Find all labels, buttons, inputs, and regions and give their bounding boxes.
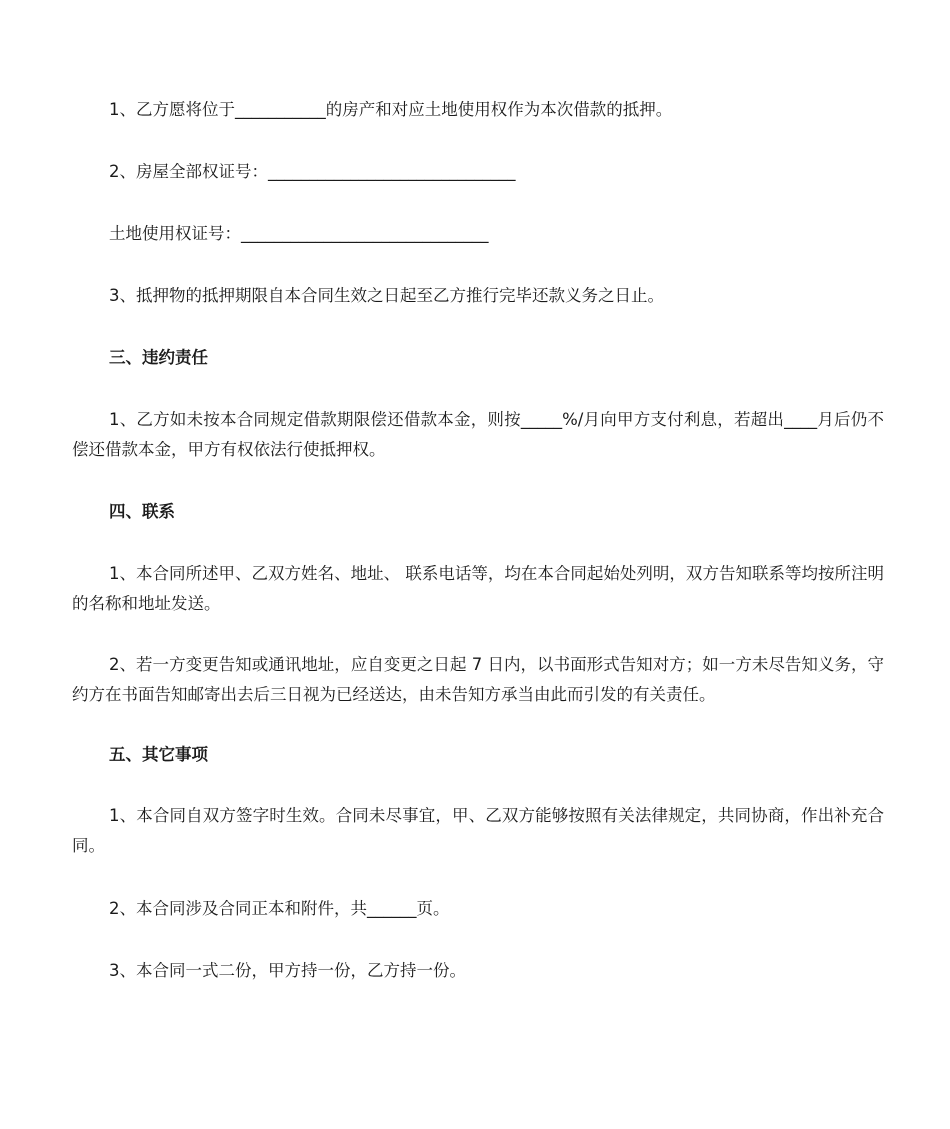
clause-house-certificate: 2、房屋全部权证号：______________________________ bbox=[109, 162, 516, 181]
clause-address-change: 2、若一方变更告知或通讯地址，应自变更之日起 7 日内，以书面形式告知对方；如一方未尽告知义务，守约方在书面告知邮寄出去后三日视为已经送达，由未告知方承当由此而引发的有关责任。 bbox=[72, 655, 884, 704]
clause-breach-interest: 1、乙方如未按本合同规定借款期限偿还借款本金，则按_____%/月向甲方支付利息，若超出____月后仍不偿还借款本金，甲方有权依法行使抵押权。 bbox=[72, 410, 884, 459]
clause-land-certificate: 土地使用权证号：______________________________ bbox=[109, 224, 489, 243]
clause-mortgage-term: 3、抵押物的抵押期限自本合同生效之日起至乙方推行完毕还款义务之日止。 bbox=[109, 286, 664, 305]
clause-contact-info: 1、本合同所述甲、乙双方姓名、地址、 联系电话等，均在本合同起始处列明，双方告知联系等均按所注明的名称和地址发送。 bbox=[72, 564, 884, 613]
clause-copies: 3、本合同一式二份，甲方持一份，乙方持一份。 bbox=[109, 961, 466, 980]
section-heading-other: 五、其它事项 bbox=[109, 745, 208, 764]
section-heading-breach: 三、违约责任 bbox=[109, 348, 208, 367]
clause-pages: 2、本合同涉及合同正本和附件，共______页。 bbox=[109, 899, 450, 918]
clause-mortgage-location: 1、乙方愿将位于___________的房产和对应土地使用权作为本次借款的抵押。 bbox=[109, 100, 673, 119]
clause-effective: 1、本合同自双方签字时生效。合同未尽事宜，甲、乙双方能够按照有关法律规定，共同协商，作出补充合同。 bbox=[72, 806, 884, 855]
section-heading-contact: 四、联系 bbox=[109, 502, 175, 521]
